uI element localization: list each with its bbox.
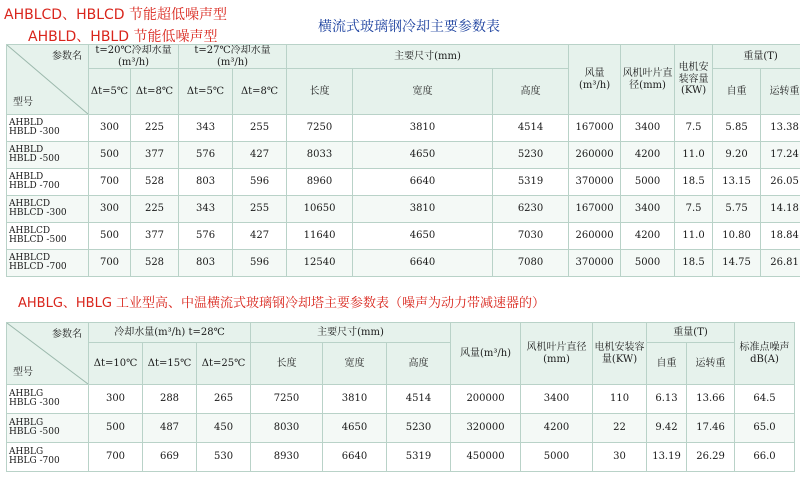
model-name-b: HBLG -700 (9, 456, 60, 466)
table-cell: 200000 (451, 385, 521, 414)
sub-dt5-a: Δt=5℃ (89, 69, 131, 115)
model-cell (7, 443, 89, 472)
table-cell: 7030 (493, 223, 569, 250)
table-cell: 13.15 (713, 169, 761, 196)
table-cell: 14.18 (761, 196, 800, 223)
table-cell: 7.5 (675, 196, 713, 223)
table-cell: 3400 (621, 196, 675, 223)
table-cell: 700 (89, 169, 131, 196)
header-weight: 重量(T) (713, 45, 800, 69)
table-cell: 7080 (493, 250, 569, 277)
table-cell: 10.80 (713, 223, 761, 250)
table-cell: 427 (233, 142, 287, 169)
table-cell: 377 (131, 223, 179, 250)
table-cell: 500 (89, 142, 131, 169)
table-cell: 9.20 (713, 142, 761, 169)
model-name-a: AHBLCD (9, 225, 51, 236)
table-cell: 5230 (493, 142, 569, 169)
model-name-b: HBLD -500 (9, 154, 60, 164)
table-cell: 4514 (493, 115, 569, 142)
model-cell (7, 142, 89, 169)
model-suffix: -300 (46, 208, 67, 218)
table-cell: 487 (143, 414, 197, 443)
table-cell: 370000 (569, 169, 621, 196)
model-name-a: AHBLG (9, 388, 44, 399)
table-cell: 5319 (493, 169, 569, 196)
model-name-a: AHBLCD (9, 252, 51, 263)
table-cell: 4200 (621, 142, 675, 169)
table-cell: 13.19 (647, 443, 687, 472)
table-cell: 4200 (621, 223, 675, 250)
model-suffix: -300 (39, 127, 60, 137)
sub-dt8-b: Δt=8℃ (233, 69, 287, 115)
table-cell: 700 (89, 250, 131, 277)
table-cell: 64.5 (735, 385, 795, 414)
sub-length-2: 长度 (251, 343, 323, 385)
table-cell: 288 (143, 385, 197, 414)
table1-title: 横流式玻璃钢冷却主要参数表 (318, 19, 500, 35)
table-row (7, 115, 800, 142)
table-cell: 13.66 (687, 385, 735, 414)
corner-header (7, 45, 89, 115)
model-suffix: -700 (39, 181, 60, 191)
table-cell: 300 (89, 385, 143, 414)
table-cell: 3810 (353, 115, 493, 142)
table-cell: 260000 (569, 223, 621, 250)
table-cell: 22 (593, 414, 647, 443)
cooling-tower-table-2 (6, 322, 795, 472)
corner-param-label-2: 参数名 (52, 329, 82, 340)
table-cell: 167000 (569, 115, 621, 142)
table-cell: 4514 (387, 385, 451, 414)
table-cell: 528 (131, 250, 179, 277)
table-cell: 14.75 (713, 250, 761, 277)
table-cell: 500 (89, 223, 131, 250)
sub-height-2: 高度 (387, 343, 451, 385)
table-cell: 4650 (323, 414, 387, 443)
table-cell: 18.84 (761, 223, 800, 250)
table-cell: 343 (179, 196, 233, 223)
table-cell: 8030 (251, 414, 323, 443)
model-suffix: -500 (46, 235, 67, 245)
table-cell: 7250 (287, 115, 353, 142)
table-cell: 450 (197, 414, 251, 443)
model-cell (7, 115, 89, 142)
header-air-volume: 风量(m³/h) (569, 45, 621, 115)
table-cell: 300 (89, 196, 131, 223)
table-cell: 17.24 (761, 142, 800, 169)
table-row (7, 169, 800, 196)
table-cell: 11.0 (675, 142, 713, 169)
table-cell: 450000 (451, 443, 521, 472)
corner-model-label: 型号 (13, 96, 33, 108)
table-cell: 5000 (521, 443, 593, 472)
table-cell: 11.0 (675, 223, 713, 250)
table-cell: 26.29 (687, 443, 735, 472)
header-fan-diameter-2: 风机叶片直径(mm) (521, 323, 593, 385)
table-cell: 255 (233, 115, 287, 142)
header-dimensions: 主要尺寸(mm) (287, 45, 569, 69)
header-dimensions-2: 主要尺寸(mm) (251, 323, 451, 343)
table-cell: 6.13 (647, 385, 687, 414)
model-suffix: -300 (39, 398, 60, 408)
sub-width: 宽度 (353, 69, 493, 115)
corner-header-2 (7, 323, 89, 385)
sub-dt5-b: Δt=5℃ (179, 69, 233, 115)
table-cell: 377 (131, 142, 179, 169)
table-cell: 700 (89, 443, 143, 472)
model-name-b: HBLG -300 (9, 398, 60, 408)
table-cell: 300 (89, 115, 131, 142)
table-cell: 320000 (451, 414, 521, 443)
table-cell: 265 (197, 385, 251, 414)
table-cell: 530 (197, 443, 251, 472)
table-cell: 110 (593, 385, 647, 414)
table-cell: 803 (179, 169, 233, 196)
model-name-b: HBLCD -500 (9, 235, 67, 245)
table-cell: 6230 (493, 196, 569, 223)
model-cell (7, 169, 89, 196)
title-red-line1: AHBLCD、HBLCD 节能超低噪声型 (4, 7, 228, 23)
table-cell: 528 (131, 169, 179, 196)
table-cell: 6640 (353, 169, 493, 196)
table-cell: 18.5 (675, 169, 713, 196)
table-row (7, 142, 800, 169)
table-cell: 4650 (353, 142, 493, 169)
model-name-a: AHBLD (9, 171, 44, 182)
model-cell (7, 223, 89, 250)
table-cell: 65.0 (735, 414, 795, 443)
table-cell: 3400 (521, 385, 593, 414)
sub-dt25: Δt=25℃ (197, 343, 251, 385)
sub-dt10: Δt=10℃ (89, 343, 143, 385)
table-cell: 13.38 (761, 115, 800, 142)
table-cell: 6640 (353, 250, 493, 277)
table-cell: 3400 (621, 115, 675, 142)
table-cell: 5230 (387, 414, 451, 443)
table-row (7, 196, 800, 223)
table-cell: 343 (179, 115, 233, 142)
table-cell: 4650 (353, 223, 493, 250)
model-name-b: HBLCD -300 (9, 208, 67, 218)
table2-title: AHBLG、HBLG 工业型高、中温横流式玻璃钢冷却塔主要参数表（噪声为动力带减速器的） (18, 296, 546, 311)
table-cell: 6640 (323, 443, 387, 472)
table-row (7, 250, 800, 277)
table-cell: 576 (179, 223, 233, 250)
table-cell: 66.0 (735, 443, 795, 472)
sub-running-weight-2: 运转重 (687, 343, 735, 385)
table-row (7, 385, 795, 414)
table-cell: 26.05 (761, 169, 800, 196)
table-cell: 596 (233, 250, 287, 277)
table-cell: 500 (89, 414, 143, 443)
model-name-a: AHBLCD (9, 198, 51, 209)
table-cell: 370000 (569, 250, 621, 277)
header-air-volume-2: 风量(m³/h) (451, 323, 521, 385)
sub-self-weight-2: 自重 (647, 343, 687, 385)
table-cell: 669 (143, 443, 197, 472)
table-cell: 596 (233, 169, 287, 196)
header-motor-capacity: 电机安装容量(KW) (675, 45, 713, 115)
table-cell: 427 (233, 223, 287, 250)
cooling-tower-table-1 (6, 44, 800, 277)
sub-width-2: 宽度 (323, 343, 387, 385)
corner-param-label: 参数名 (52, 51, 82, 62)
sub-dt15: Δt=15℃ (143, 343, 197, 385)
model-name-b: HBLCD -700 (9, 262, 67, 272)
table-row (7, 223, 800, 250)
model-name-a: AHBLG (9, 446, 44, 457)
header-fan-diameter: 风机叶片直径(mm) (621, 45, 675, 115)
table-cell: 8960 (287, 169, 353, 196)
sub-height: 高度 (493, 69, 569, 115)
table-row (7, 443, 795, 472)
table-cell: 225 (131, 196, 179, 223)
table-cell: 26.81 (761, 250, 800, 277)
model-name-b: HBLD -300 (9, 127, 60, 137)
header-flow-28: 冷却水量(m³/h) t=28℃ (89, 323, 251, 343)
table-cell: 3810 (323, 385, 387, 414)
table-cell: 5.85 (713, 115, 761, 142)
table-cell: 803 (179, 250, 233, 277)
model-name-a: AHBLD (9, 117, 44, 128)
header-flow-20: t=20℃冷却水量(m³/h) (89, 45, 179, 69)
sub-length: 长度 (287, 69, 353, 115)
table-cell: 17.46 (687, 414, 735, 443)
table-cell: 4200 (521, 414, 593, 443)
table-cell: 12540 (287, 250, 353, 277)
header-motor-capacity-2: 电机安装容量(KW) (593, 323, 647, 385)
model-name-b: HBLD -700 (9, 181, 60, 191)
table-cell: 576 (179, 142, 233, 169)
model-suffix: -500 (39, 154, 60, 164)
header-flow-27: t=27℃冷却水量(m³/h) (179, 45, 287, 69)
model-cell (7, 414, 89, 443)
corner-model-label-2: 型号 (13, 366, 33, 378)
table-row (7, 414, 795, 443)
table-cell: 11640 (287, 223, 353, 250)
table-cell: 10650 (287, 196, 353, 223)
table-cell: 30 (593, 443, 647, 472)
table-cell: 260000 (569, 142, 621, 169)
model-suffix: -700 (39, 456, 60, 466)
table-cell: 8930 (251, 443, 323, 472)
table-cell: 8033 (287, 142, 353, 169)
table-cell: 167000 (569, 196, 621, 223)
model-cell (7, 250, 89, 277)
table-cell: 5000 (621, 250, 675, 277)
table-cell: 9.42 (647, 414, 687, 443)
model-name-a: AHBLG (9, 417, 44, 428)
model-name-a: AHBLD (9, 144, 44, 155)
table-cell: 7250 (251, 385, 323, 414)
table-cell: 255 (233, 196, 287, 223)
header-weight-2: 重量(T) (647, 323, 735, 343)
table-cell: 7.5 (675, 115, 713, 142)
table-cell: 225 (131, 115, 179, 142)
table-cell: 5319 (387, 443, 451, 472)
model-suffix: -500 (39, 427, 60, 437)
title-red-line2: AHBLD、HBLD 节能低噪声型 (28, 29, 218, 45)
model-name-b: HBLG -500 (9, 427, 60, 437)
table-cell: 5000 (621, 169, 675, 196)
model-cell (7, 196, 89, 223)
header-noise-2: 标准点噪声dB(A) (735, 323, 795, 385)
sub-dt8-a: Δt=8℃ (131, 69, 179, 115)
model-suffix: -700 (46, 262, 67, 272)
model-cell (7, 385, 89, 414)
table-cell: 18.5 (675, 250, 713, 277)
sub-self-weight: 自重 (713, 69, 761, 115)
table-cell: 5.75 (713, 196, 761, 223)
sub-running-weight: 运转重 (761, 69, 800, 115)
table-cell: 3810 (353, 196, 493, 223)
